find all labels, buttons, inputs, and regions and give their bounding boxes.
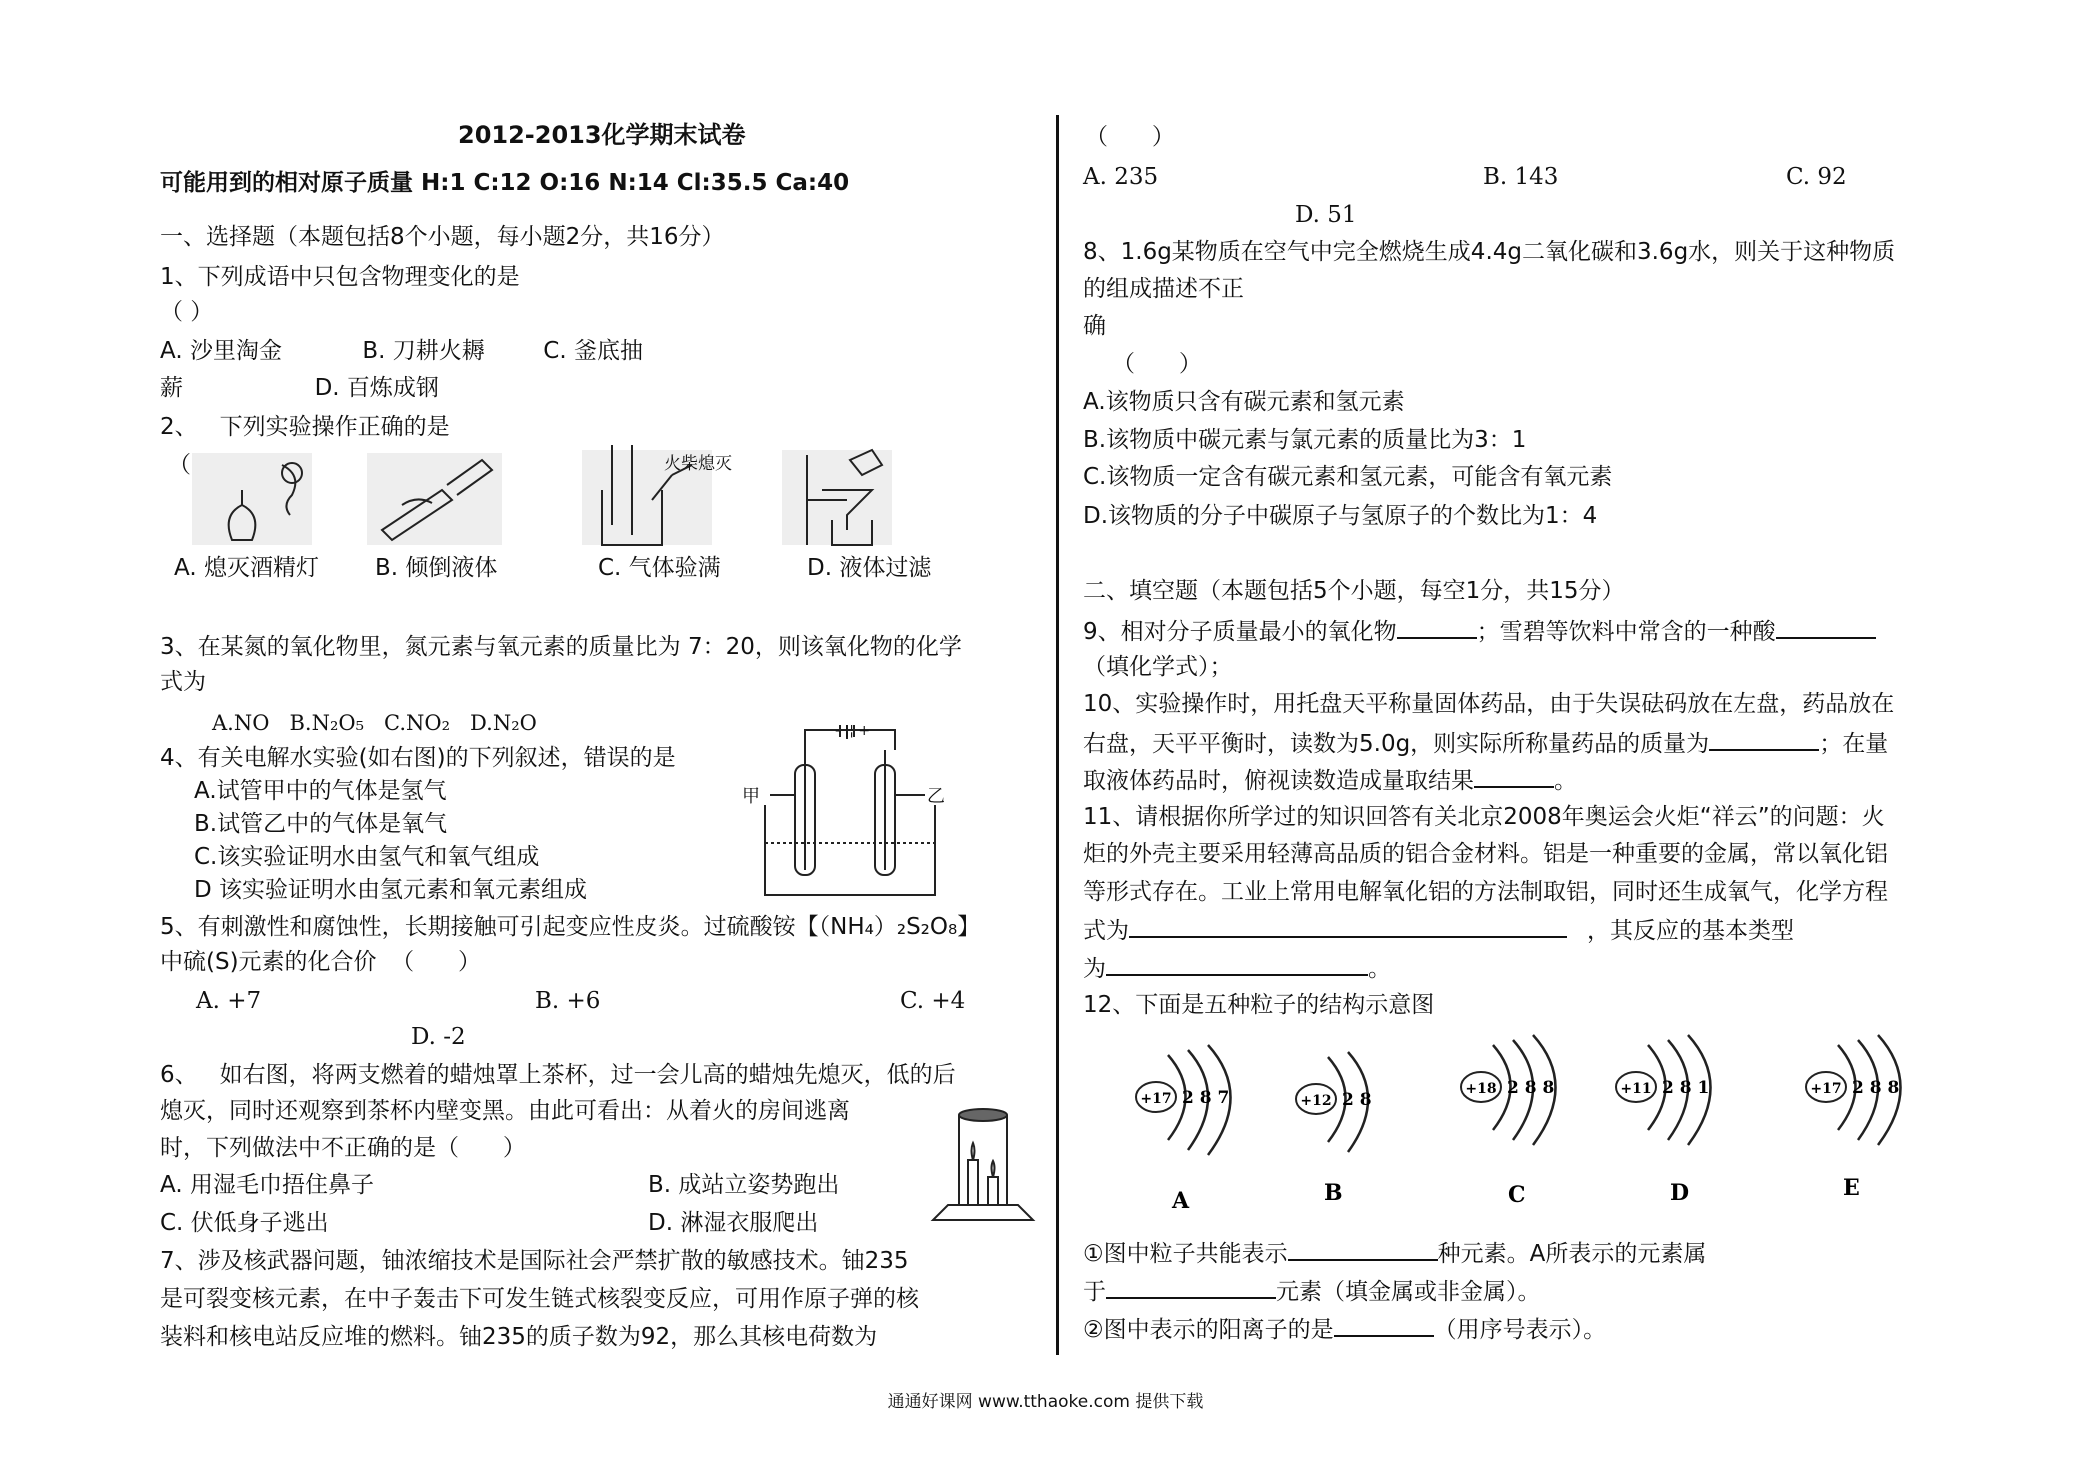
q6-option-c: C. 伏低身子逃出	[160, 1210, 329, 1236]
q11-text-d: 。	[1368, 956, 1391, 982]
q11-line5	[1083, 952, 1391, 984]
q12-text-d: 元素（填金属或非金属）。	[1276, 1279, 1541, 1305]
q3-options: A.NO B.N₂O₅ C.NO₂ D.N₂O	[212, 711, 537, 735]
q7-option-a: A. 235	[1083, 164, 1159, 190]
q2-stem: 2、 下列实验操作正确的是	[160, 414, 450, 440]
q7-option-c: C. 92	[1786, 164, 1847, 190]
particle-c-label: C	[1508, 1182, 1526, 1208]
particle-c	[1461, 1035, 1556, 1145]
section1-heading: 一、选择题（本题包括8个小题，每小题2分，共16分）	[160, 224, 725, 250]
q2-figures	[182, 445, 942, 550]
atomic-masses: 可能用到的相对原子质量 H:1 C:12 O:16 N:14 Cl:35.5 Ca:40	[160, 170, 850, 196]
electrolysis-figure	[735, 725, 965, 900]
section2-heading: 二、填空题（本题包括5个小题，每空1分，共15分）	[1083, 578, 1625, 604]
q8-option-c: C.该物质一定含有碳元素和氢元素，可能含有氧元素	[1083, 464, 1613, 490]
q2-option-a: A. 熄灭酒精灯	[174, 555, 319, 581]
q2-option-c: C. 气体验满	[598, 555, 721, 581]
q11-line3: 等形式存在。工业上常用电解氧化铝的方法制取铝，同时还生成氧气，化学方程	[1083, 879, 1888, 905]
particle-a-shells: 2 8 7	[1182, 1088, 1230, 1108]
q6-line3: 时，下列做法中不正确的是（ ）	[160, 1135, 526, 1161]
q11-line4	[1083, 914, 1794, 946]
q4-option-a: A.试管甲中的气体是氢气	[194, 778, 447, 804]
q4-option-c: C.该实验证明水由氢气和氧气组成	[194, 844, 540, 870]
particle-d-label: D	[1670, 1180, 1690, 1206]
q1-paren: （ ）	[160, 299, 214, 325]
q10-blank-2[interactable]	[1474, 764, 1554, 788]
q2-paren: （	[168, 452, 191, 478]
particle-b	[1296, 1052, 1372, 1152]
q10-text-b: ；在量	[1819, 731, 1889, 757]
q12-text-e: ②图中表示的阳离子的是	[1083, 1317, 1334, 1343]
q11-line2: 炬的外壳主要采用轻薄高品质的铝合金材料。铝是一种重要的金属，常以氧化铝	[1083, 841, 1888, 867]
q2-fig-c-label: 火柴熄灭	[664, 454, 732, 474]
q11-text-b: ，其反应的基本类型	[1587, 918, 1794, 944]
q8-line3: 确	[1083, 313, 1106, 339]
q10-text-a: 右盘，天平平衡时，读数为5.0g，则实际所称量药品的质量为	[1083, 731, 1710, 757]
q1-options-line1: A. 沙里淘金 B. 刀耕火耨 C. 釜底抽	[160, 338, 643, 364]
page-title: 2012-2013化学期末试卷	[458, 121, 746, 149]
q3-line1: 3、在某氮的氧化物里，氮元素与氧元素的质量比为 7：20，则该氧化物的化学	[160, 634, 962, 660]
q8-option-b: B.该物质中碳元素与氯元素的质量比为3：1	[1083, 427, 1527, 453]
q11-text-c: 为	[1083, 956, 1106, 982]
q5-option-d: D. -2	[411, 1024, 466, 1050]
particle-b-label: B	[1324, 1180, 1343, 1206]
particle-a-label: A	[1172, 1188, 1190, 1214]
q12-stem: 12、下面是五种粒子的结构示意图	[1083, 992, 1435, 1018]
q10-line1: 10、实验操作时，用托盘天平称量固体药品，由于失误砝码放在左盘，药品放在	[1083, 691, 1895, 717]
q9-text-b: ；雪碧等饮料中常含的一种酸	[1476, 619, 1776, 645]
q10-line3	[1083, 764, 1577, 796]
q11-blank-1[interactable]	[1129, 914, 1567, 938]
q7-line1: 7、涉及核武器问题，铀浓缩技术是国际社会严禁扩散的敏感技术。铀235	[160, 1248, 909, 1274]
q11-blank-2[interactable]	[1106, 952, 1368, 976]
q6-option-a: A. 用湿毛巾捂住鼻子	[160, 1172, 374, 1198]
particle-a	[1136, 1045, 1231, 1155]
particle-b-nucleus: +12	[1300, 1093, 1332, 1109]
q12-sub2	[1083, 1275, 1541, 1307]
q11-text-a: 式为	[1083, 918, 1129, 944]
q10-line2	[1083, 727, 1888, 759]
footer: 通通好课网 www.tthaoke.com 提供下载	[887, 1392, 1204, 1412]
filtration-figure	[782, 450, 892, 545]
tube-right-label: 乙	[927, 786, 945, 807]
q8-line1: 8、1.6g某物质在空气中完全燃烧生成4.4g二氧化碳和3.6g水，则关于这种物质	[1083, 239, 1896, 265]
q9-blank-2[interactable]	[1776, 615, 1876, 639]
alcohol-lamp-figure	[192, 453, 312, 545]
q12-sub1	[1083, 1237, 1706, 1269]
q1-stem: 1、下列成语中只包含物理变化的是	[160, 264, 520, 290]
q4-option-d: D 该实验证明水由氢元素和氧元素组成	[194, 877, 588, 903]
q6-option-b: B. 成站立姿势跑出	[648, 1172, 840, 1198]
q12-sub3	[1083, 1313, 1606, 1345]
particle-e	[1806, 1035, 1901, 1145]
candle-cup-figure	[928, 1105, 1038, 1230]
particle-d-nucleus: +11	[1620, 1081, 1652, 1097]
q6-line2: 熄灭，同时还观察到茶杯内壁变黑。由此可看出：从着火的房间逃离	[160, 1098, 850, 1124]
particle-e-nucleus: +17	[1810, 1081, 1842, 1097]
q7-option-d: D. 51	[1295, 202, 1357, 228]
q5-option-c: C. +4	[900, 988, 966, 1014]
q2-option-b: B. 倾倒液体	[375, 555, 498, 581]
q7-option-b: B. 143	[1483, 164, 1559, 190]
particle-d-shells: 2 8 1	[1662, 1078, 1710, 1098]
q4-option-b: B.试管乙中的气体是氧气	[194, 811, 448, 837]
q12-text-f: （用序号表示）。	[1433, 1317, 1607, 1343]
q7-line2: 是可裂变核元素，在中子轰击下可发生链式核裂变反应，可用作原子弹的核	[160, 1286, 919, 1312]
q7-paren: （ ）	[1085, 124, 1175, 150]
q11-line1: 11、请根据你所学过的知识回答有关北京2008年奥运会火炬“祥云”的问题：火	[1083, 804, 1885, 830]
q5-option-b: B. +6	[535, 988, 601, 1014]
q9-line	[1083, 615, 1876, 647]
q12-blank-2[interactable]	[1106, 1275, 1276, 1299]
q5-line2: 中硫(S)元素的化合价 （ ）	[160, 949, 482, 975]
particle-c-shells: 2 8 8	[1507, 1078, 1555, 1098]
particle-c-nucleus: +18	[1465, 1081, 1497, 1097]
q3-line2: 式为	[160, 669, 206, 695]
tube-left-label: 甲	[742, 786, 760, 807]
q9-line2: （填化学式）；	[1083, 654, 1233, 680]
q8-option-d: D.该物质的分子中碳原子与氢原子的个数比为1：4	[1083, 503, 1598, 529]
q12-text-b: 种元素。A所表示的元素属	[1437, 1241, 1707, 1267]
particle-diagrams	[1108, 1030, 1988, 1220]
q9-blank-1[interactable]	[1397, 615, 1477, 639]
q12-blank-1[interactable]	[1288, 1237, 1438, 1261]
q5-line1: 5、有刺激性和腐蚀性，长期接触可引起变应性皮炎。过硫酸铵【（NH₄）₂S₂O₈】	[160, 914, 981, 940]
q10-blank-1[interactable]	[1709, 727, 1819, 751]
q9-text-a: 9、相对分子质量最小的氧化物	[1083, 619, 1397, 645]
q7-line3: 装料和核电站反应堆的燃料。铀235的质子数为92，那么其核电荷数为	[160, 1324, 878, 1350]
q12-text-c: 于	[1083, 1279, 1106, 1305]
particle-e-shells: 2 8 8	[1852, 1078, 1900, 1098]
particle-e-label: E	[1843, 1175, 1860, 1201]
q8-line2: 的组成描述不正	[1083, 276, 1244, 302]
pouring-liquid-figure	[367, 453, 502, 545]
q6-option-d: D. 淋湿衣服爬出	[648, 1210, 819, 1236]
q2-option-d: D. 液体过滤	[807, 555, 932, 581]
q8-paren: （ ）	[1112, 351, 1202, 377]
q12-text-a: ①图中粒子共能表示	[1083, 1241, 1288, 1267]
q5-option-a: A. +7	[196, 988, 262, 1014]
q4-stem: 4、有关电解水实验(如右图)的下列叙述，错误的是	[160, 745, 676, 771]
q8-option-a: A.该物质只含有碳元素和氢元素	[1083, 389, 1405, 415]
column-divider	[1056, 115, 1059, 1355]
particle-b-shells: 2 8	[1342, 1090, 1372, 1110]
q1-options-line2: 薪 D. 百炼成钢	[160, 375, 439, 401]
q6-line1: 6、 如右图，将两支燃着的蜡烛罩上茶杯，过一会儿高的蜡烛先熄灭，低的后	[160, 1062, 956, 1088]
svg-text:- ¦¦ +: - ¦¦ +	[835, 725, 871, 739]
q12-blank-3[interactable]	[1334, 1313, 1434, 1337]
particle-a-nucleus: +17	[1140, 1091, 1172, 1107]
q10-text-d: 。	[1554, 768, 1577, 794]
particle-d	[1616, 1035, 1711, 1145]
q10-text-c: 取液体药品时，俯视读数造成量取结果	[1083, 768, 1474, 794]
